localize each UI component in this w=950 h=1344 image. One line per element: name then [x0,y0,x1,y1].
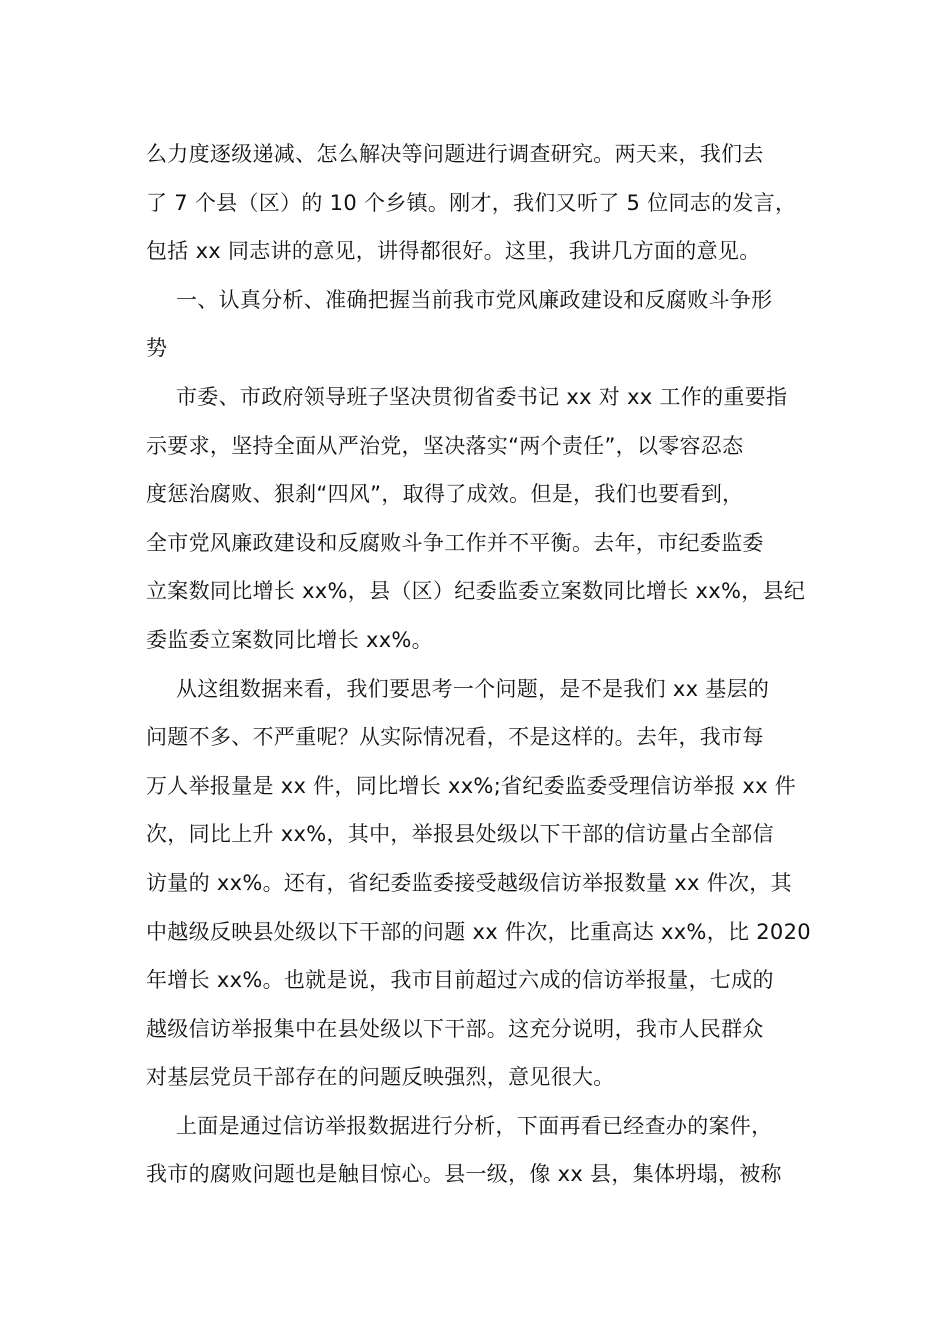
text-line: 委监委立案数同比增长 xx%。 [146,627,433,652]
text-line: 么力度逐级递减、怎么解决等问题进行调查研究。两天来，我们去 [146,142,764,166]
text-line: 包括 xx 同志讲的意见，讲得都很好。这里，我讲几方面的意见。 [146,239,761,264]
text-line: 上面是通过信访举报数据进行分析，下面再看已经查办的案件， [176,1113,773,1138]
text-line: 访量的 xx%。还有，省纪委监委接受越级信访举报数量 xx 件次，其 [146,870,792,895]
text-line: 立案数同比增长 xx%，县（区）纪委监委立案数同比增长 xx%，县纪 [146,579,806,604]
text-line: 了 7 个县（区）的 10 个乡镇。刚才，我们又听了 5 位同志的发言， [146,190,797,215]
section-heading-line: 一、认真分析、准确把握当前我市党风廉政建设和反腐败斗争形 [176,287,773,312]
text-line: 年增长 xx%。也就是说，我市目前超过六成的信访举报量，七成的 [146,968,774,993]
text-line: 中越级反映县处级以下干部的问题 xx 件次，比重高达 xx%，比 2020 [146,919,811,944]
text-line: 次，同比上升 xx%，其中，举报县处级以下干部的信访量占全部信 [146,822,774,847]
text-line: 对基层党员干部存在的问题反映强烈，意见很大。 [146,1065,615,1090]
section-heading-line: 势 [146,336,168,361]
text-line: 度惩治腐败、狠刹“四风”，取得了成效。但是，我们也要看到， [146,482,744,507]
text-line: 从这组数据来看，我们要思考一个问题，是不是我们 xx 基层的 [176,676,770,701]
text-line: 万人举报量是 xx 件，同比增长 xx%;省纪委监委受理信访举报 xx 件 [146,773,797,798]
text-line: 我市的腐败问题也是触目惊心。县一级，像 xx 县，集体坍塌，被称 [146,1162,782,1187]
document-body [146,130,814,1199]
text-line: 市委、市政府领导班子坚决贯彻省委书记 xx 对 xx 工作的重要指 [176,384,788,409]
text-line: 问题不多、不严重呢？从实际情况看，不是这样的。去年，我市每 [146,725,764,750]
text-line: 全市党风廉政建设和反腐败斗争工作并不平衡。去年，市纪委监委 [146,530,764,555]
text-line: 示要求，坚持全面从严治党，坚决落实“两个责任”，以零容忍态 [146,433,744,458]
text-line: 越级信访举报集中在县处级以下干部。这充分说明，我市人民群众 [146,1016,764,1041]
